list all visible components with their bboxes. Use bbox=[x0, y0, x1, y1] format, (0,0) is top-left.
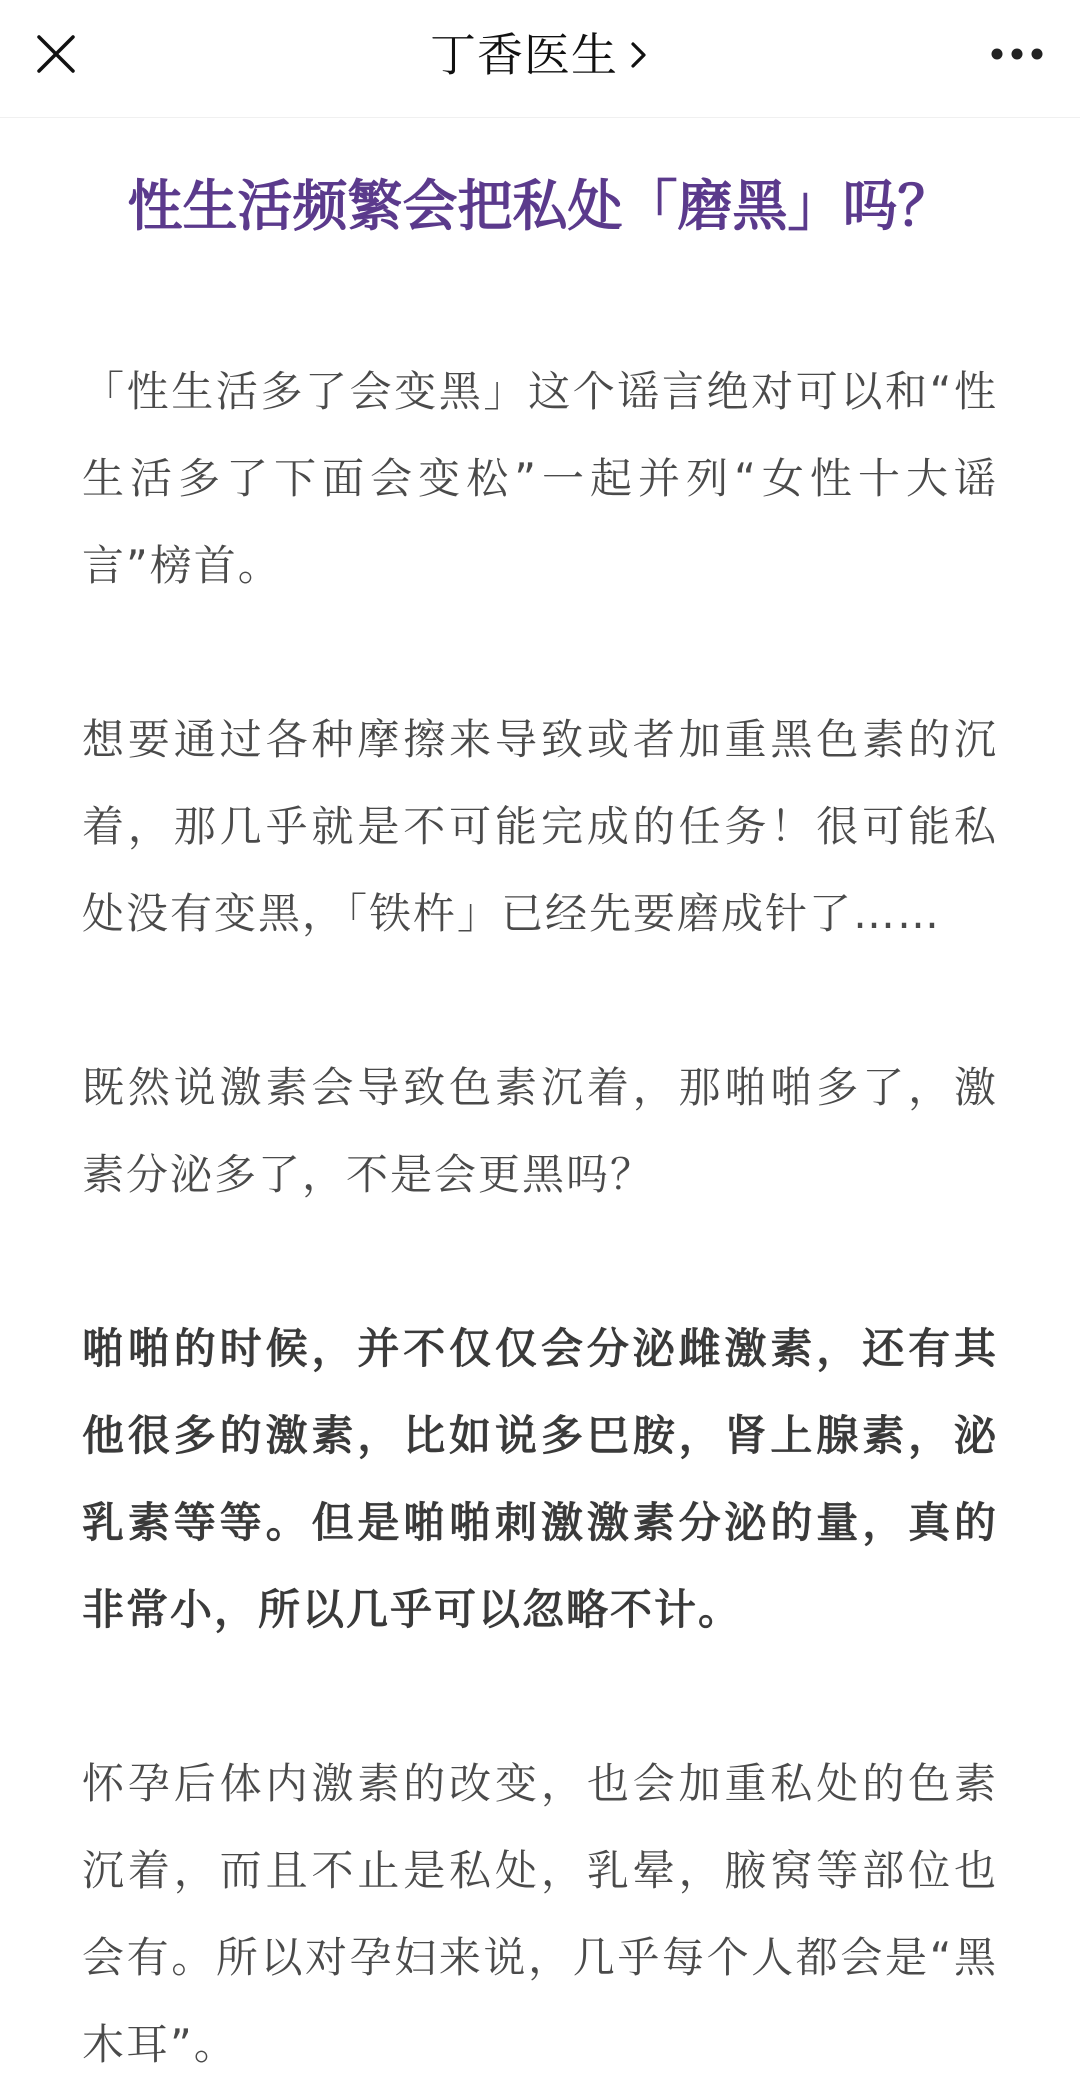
article-paragraph-1: 「性生活多了会变黑」这个谣言绝对可以和“性生活多了下面会变松”一起并列“女性十大谣言”榜首。 bbox=[82, 367, 998, 590]
article-paragraph-5: 怀孕后体内激素的改变，也会加重私处的色素沉着，而且不止是私处，乳晕，腋窝等部位也会有。所以对孕妇来说，几乎每个人都会是“黑木耳”。 bbox=[82, 1759, 998, 2069]
chevron-right-icon bbox=[628, 40, 650, 70]
article-title: 性生活频繁会把私处「磨黑」吗？ bbox=[127, 174, 953, 238]
more-options-button[interactable] bbox=[982, 26, 1052, 82]
article-paragraph-3: 既然说激素会导致色素沉着，那啪啪多了，激素分泌多了，不是会更黑吗？ bbox=[82, 1063, 998, 1199]
more-horizontal-icon bbox=[990, 47, 1044, 61]
account-title-link[interactable] bbox=[0, 22, 1080, 88]
navigation-bar bbox=[0, 0, 1080, 118]
article-paragraph-2: 想要通过各种摩擦来导致或者加重黑色素的沉着，那几乎就是不可能完成的任务！很可能私处没有变黑，「铁杵」已经先要磨成针了…… bbox=[82, 715, 998, 938]
article-body bbox=[82, 118, 998, 2088]
article-paragraph-4-bold: 啪啪的时候，并不仅仅会分泌雌激素，还有其他很多的激素，比如说多巴胺，肾上腺素，泌乳素等等。但是啪啪刺激激素分泌的量，真的非常小，所以几乎可以忽略不计。 bbox=[82, 1324, 998, 1634]
account-name: 丁香医生 bbox=[430, 28, 618, 82]
